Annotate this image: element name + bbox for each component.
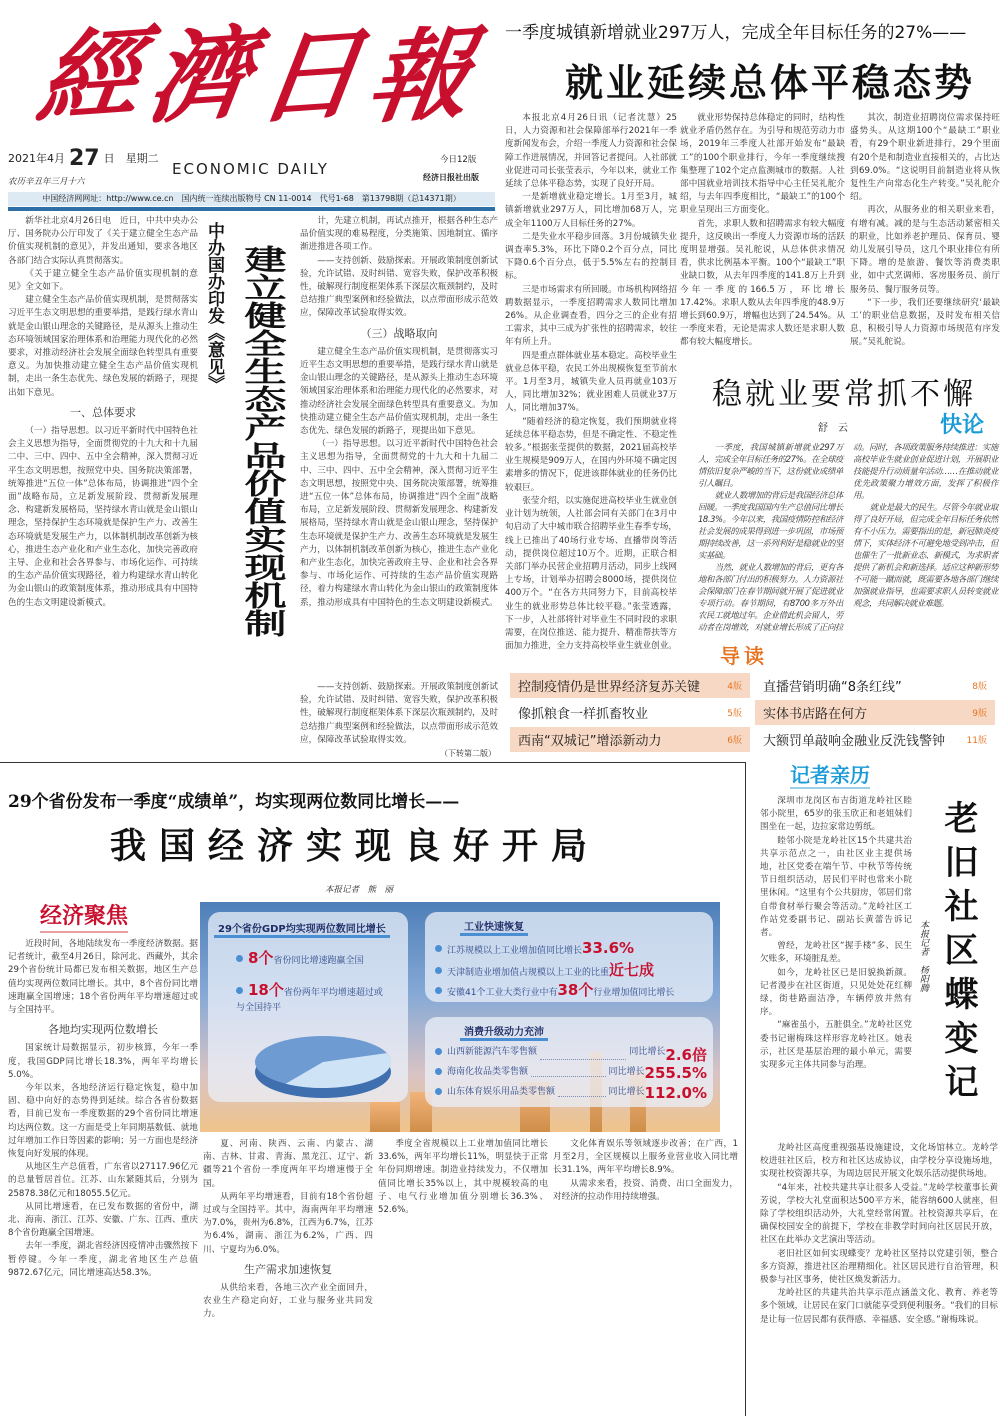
- logo-char: 報: [360, 13, 480, 138]
- date-prefix: 2021年4月: [8, 152, 65, 165]
- panel-title: 工业快速恢复: [460, 918, 528, 936]
- paragraph: 龙岭社区高度重视强基设施建设，文化场馆林立。龙岭学校进驻社区后，校方和社区达成协议，由学校分享设施场地，实现社校资源共享，为周边居民开展文化娱乐活动提供场地。: [760, 1143, 998, 1180]
- paragraph: “下一步，我们还要继续研究‘最缺工’的职业信息数据，及时发布相关信息，积极引导人力资源市场规范有序发展。”吴礼舵说。: [850, 297, 1000, 348]
- reporter-experience-tag: 记者亲历: [790, 763, 870, 787]
- paragraph: 张莹介绍，以实施促进高校毕业生就业创业计划为统领，人社部会同有关部门在3月中旬启动了大中城市联合招聘毕业生春季专场，线上已推出了40场行业专场、直播带岗等活动，提供岗位超过10万个。近期，正联合相关部门举办民营企业招聘月活动，同步上线网上专场，计划举办招聘会8000场，提供岗位400万个。“在各方共同努力下，目前高校毕业生的就业形势总体比较平稳。”张莹透露，下一步，人社部将针对毕业生不同时段的求职需要，在岗位推送、能力提升、精准帮扶等方面加力推进，全力支持高校毕业生就业创业。: [505, 495, 677, 652]
- info-value: 255.5%: [644, 1064, 707, 1082]
- paragraph: 睦邻小院是龙岭社区15个共建共治共享示范点之一，由社区业主提供场地，社区党委在端午节、中秋节等传统节日组织活动，居民们平时也常来小院里休闲。“这里有个公共厨房，邻居们常自带食材举行聚会等活动。”龙岭社区工作站党委副书记、副站长黄蕾告诉记者。: [760, 835, 912, 939]
- economy-focus-tag: 经济聚焦: [40, 903, 128, 933]
- ecology-col-1: [8, 215, 198, 756]
- paragraph: 当然，就业人数增加的背后，更有各地和各部门付出的积极努力。人力资源社会保障部门在春节期间就开展了促进就业专项行动。春节期间，有8700多万外出农民工就地过年。企业借此机会留人，劳动者在岗增效，对就业增长形成了正向拉动。同时，各项政策服务持续推进：实施高校毕业生就业创业促进计划，开展职业技能提升行动质量年活动……在推动就业优先政策聚力增效方面，发挥了积极作用。: [698, 442, 998, 632]
- quick-comment-tag: 快论: [940, 413, 985, 438]
- paragraph: 新华社北京4月26日电 近日，中共中央办公厅、国务院办公厅印发了《关于建立健全生态产品价值实现机制的意见》，并发出通知，要求各地区各部门结合实际认真贯彻落实。: [8, 216, 198, 266]
- paragraph: 夏、河南、陕西、云南、内蒙古、湖南、吉林、甘肃、青海、黑龙江、辽宁、新疆等21个省份一季度两年平均增速慢于全国。: [203, 1139, 373, 1189]
- section-divider: [0, 762, 745, 763]
- gdp-panel: [208, 912, 408, 1102]
- guide-title: 导读: [720, 644, 768, 668]
- panel-title: 29个省份GDP均实现两位数同比增长: [214, 920, 390, 938]
- logo-char: 日: [250, 13, 370, 138]
- community-body: [760, 795, 912, 1138]
- section-divider-vertical: [745, 762, 746, 1416]
- ecology-col-3: [300, 681, 498, 747]
- ecology-subhead: 中办国办印发《意见》: [204, 222, 224, 392]
- guide-item-page: 8版: [972, 682, 987, 692]
- info-value: 38个: [557, 981, 594, 999]
- info-text: 同比增长: [608, 1087, 645, 1097]
- paragraph: 再次，从服务业的相关职业来看，有增有减。减的是与生态活动紧密相关的职业，比如养老护理员、保育员、婴幼儿发展引导员，这几个职业排位有所下降。增的是旅游、餐饮等消费类职业，如中式烹调师、客房服务员、前厅服务员、餐厅服务员等。: [850, 205, 1000, 295]
- economy-col-1: [8, 938, 198, 1413]
- paragraph: 今年以来，各地经济运行稳定恢复，稳中加固、稳中向好的态势得到延续。综合各省份数据看，目前已发布一季度数据的29个省份同比增速均达两位数。这一方面是受上年同期基数低、就地过年增加工作日等因素的影响；另一方面也是经济恢复向好发展的体现。: [8, 1083, 198, 1160]
- info-item: [435, 979, 674, 1000]
- info-item: [236, 979, 386, 1013]
- info-value: 18个: [248, 981, 284, 999]
- paragraph: ——支持创新、鼓励探索。开展政策制度创新试验，允许试错、及时纠错、宽容失败，保护改革积极性，破解现行制度框架体系下深层次瓶颈制约，及时总结推广典型案例和经验做法，以点带面形成示范效应，保障改革试验取得实效。: [300, 255, 498, 319]
- info-value: 近七成: [609, 961, 655, 979]
- paragraph: 就业人数增加的背后是我国经济总体回暖。一季度我国国内生产总值同比增长18.3%。今年以来，我国疫情防控和经济社会发展的成果得到进一步巩固，市场预期持续改善，这一系列利好是稳就业的坚实基础。: [698, 490, 843, 560]
- paragraph: 《关于建立健全生态产品价值实现机制的意见》全文如下。: [8, 268, 198, 293]
- info-text: 同比增长: [629, 1047, 666, 1057]
- info-item: [435, 939, 634, 957]
- guide-box: [505, 640, 1000, 758]
- info-item: [435, 1064, 707, 1082]
- economy-col-4: [553, 1138, 738, 1415]
- paragraph: 文化体育娱乐等领域逐步改善；在广西，1月至2月，全区规模以上服务业营业收入同比增长31.1%，两年平均增长8.9%。: [553, 1139, 738, 1176]
- date-day: 27: [69, 146, 100, 171]
- paragraph: “麻雀虽小，五脏俱全。”龙岭社区党委书记谢梅珠这样形容龙岭社区。她表示，社区是基层治理的最小单元，需要实现多元主体共同参与治理。: [760, 1020, 912, 1071]
- paragraph: 计，先建立机制，再试点推开，根据各种生态产品价值实现的难易程度，分类施策、因地制宜、循序渐进推进各项工作。: [300, 216, 498, 253]
- paragraph: 国家统计局数据显示，初步核算，今年一季度，我国GDP同比增长18.3%，两年平均增长5.0%。: [8, 1043, 198, 1080]
- employment-col-1: [505, 112, 677, 653]
- consumption-panel: [425, 1017, 713, 1107]
- paragraph: （一）指导思想。以习近平新时代中国特色社会主义思想为指导，全面贯彻党的十九大和十九届二中、三中、四中、五中全会精神，深入贯彻习近平生态文明思想，按照党中央、国务院决策部署，统筹推进“五位一体”总体布局，协调推进“四个全面”战略布局，立足新发展阶段、贯彻新发展理念、构建新发展格局，坚持绿水青山就是金山银山理念，坚持保护生态环境就是保护生产力、改善生态环境就是发展生产力，以体制机制改革创新为核心，推进生态产业化和产业生态化，加快完善政府主导、企业和社会各界参与、市场化运作、可持续的生态产品价值实现路径，着力构建绿水青山转化为金山银山的政策制度体系，推动形成具有中国特色的生态文明建设新模式。: [300, 439, 498, 608]
- guide-item-label: 控制疫情仍是世界经济复苏关键: [518, 680, 701, 695]
- paragraph: 去年一季度，湖北省经济因疫情冲击骤然按下暂停键。今年一季度，湖北省地区生产总值9872.67亿元，同比增速高达58.3%。: [8, 1241, 198, 1278]
- info-text: 安徽41个工业大类行业中有: [447, 988, 558, 998]
- paragraph: 首先，求职人数和招聘需求有较大幅度提升，这反映出一季度人力资源市场的活跃度明显增强。吴礼舵说，从总体供求情况看，供求比例基本平衡。100个“最缺工”职业缺口数，从去年四季度的141.8万上升到今年一季度的166.5万，环比增长17.42%。求职人数从去年四季度的48.9万增长到60.9万，增幅也达到了24.54%。从一季度来看，无论是需求人数还是求职人数都有较大幅度增长。: [680, 218, 845, 348]
- paragraph: 就业形势保持总体稳定的同时，结构性就业矛盾仍然存在。为引导和规范劳动力市场，2019年三季度人社部开始发布“最缺工”的100个职业排行，今年一季度继续搜集整理了102个定点监测城市的数据。人社部中国就业培训技术指导中心主任吴礼舵介绍，与去年四季度相比，“最缺工”的100个职业呈现出三方面变化。: [680, 113, 845, 216]
- guide-item[interactable]: [755, 673, 995, 698]
- paragraph: 建立健全生态产品价值实现机制，是贯彻落实习近平生态文明思想的重要举措，是践行绿水青山就是金山银山理念的关键路径，是从源头上推动生态环境领域国家治理体系和治理能力现代化的必然要求，对推动经济社会发展全面绿色转型具有重要意义。为加快推动建立健全生态产品价值实现机制，走出一条生态优先、绿色发展的新路子，现提出如下意见。: [300, 346, 498, 437]
- info-text: 省份两年平均增速超过或与全国持平: [236, 988, 383, 1013]
- info-item: [435, 1084, 707, 1102]
- gdp-pie-chart: [248, 1027, 398, 1102]
- paragraph: 老旧社区如何实现蝶变？龙岭社区坚持以党建引领，整合多方资源，推进社区治理精细化。社区居民进行自治管理，积极参与社区事务，使社区焕发新活力。: [760, 1248, 998, 1286]
- community-body-lower: [760, 1142, 998, 1406]
- community-headline: 老旧社区蝶变记: [938, 800, 978, 1108]
- info-text: 山西新能源汽车零售额: [447, 1047, 538, 1057]
- guide-item[interactable]: [510, 673, 750, 698]
- paragraph: 其次，制造业招聘岗位需求保持旺盛势头。从这期100个“最缺工”职业看，有29个职业新进排行，29个里面有20个是和制造业直接相关的，占比达到69.0%。“这说明目前制造业将从恢复性生产向常态化生产转变。”吴礼舵介绍。: [850, 113, 1000, 203]
- masthead-divider: [8, 207, 495, 211]
- guide-item[interactable]: [510, 727, 750, 752]
- paragraph: 二是失业水平稳步回落。3月份城镇失业调查率5.3%，环比下降0.2个百分点，同比下降0.6个百分点，低于5.5%左右的控制目标。: [505, 231, 677, 282]
- paragraph: 三是市场需求有所回暖。市场机构网络招聘数据显示，一季度招聘需求人数同比增加26%。从企业调查看，四分之三的企业有招工需求，其中三成为扩张性的招聘需求，较往年有所上升。: [505, 284, 677, 348]
- paragraph: 一季度，我国城镇新增就业297万人，完成全年目标任务的27%。在全球疫情依旧复杂严峻的当下，这份就业成绩单引人瞩目。: [698, 442, 844, 488]
- guide-item-page: 9版: [972, 709, 987, 719]
- logo-char: 經: [30, 13, 150, 138]
- employment-kicker: 一季度城镇新增就业297万人，完成全年目标任务的27%——: [505, 23, 967, 43]
- economy-col-3: [378, 1138, 548, 1415]
- industry-panel: [425, 912, 713, 1002]
- guide-item-label: 大额罚单敲响金融业反洗钱警钟: [763, 734, 946, 749]
- info-value: 2.6倍: [665, 1046, 707, 1064]
- commentary-headline: 稳就业要常抓不懈: [712, 377, 976, 412]
- info-item: [236, 947, 363, 968]
- guide-item-label: 像抓粮食一样抓畜牧业: [518, 707, 649, 722]
- english-title: ECONOMIC DAILY: [172, 160, 329, 178]
- guide-item-page: 11版: [966, 736, 987, 746]
- panel-title: 消费升级动力充沛: [460, 1023, 548, 1041]
- commentary-body: [698, 441, 998, 635]
- paragraph: 建立健全生态产品价值实现机制，是贯彻落实习近平生态文明思想的重要举措，是践行绿水青山就是金山银山理念的关键路径，是从源头上推动生态环境领域国家治理体系和治理能力现代化的必然要求，对推动经济社会发展全面绿色转型具有重要意义。为加快推动建立健全生态产品价值实现机制，走出一条生态优先、绿色发展的新路子，现提出如下意见。: [8, 295, 198, 398]
- economy-col-2: [203, 1138, 373, 1415]
- guide-item-page: 6版: [727, 736, 742, 746]
- guide-item-label: 西南“双城记”增添新动力: [518, 734, 662, 749]
- employment-headline: 就业延续总体平稳态势: [565, 60, 976, 105]
- employment-col-2: [680, 112, 845, 363]
- gdp-infographic: [200, 902, 720, 1132]
- info-text: 山东体育娱乐用品类零售额: [447, 1087, 556, 1097]
- paragraph: 本报北京4月26日讯（记者沈慧）25日，人力资源和社会保障部举行2021年一季度新闻发布会，介绍一季度人力资源和社会保障工作进展情况，并回答记者提问。人社部就业促进司司长张莹表示，今年以来，就业工作延续了总体平稳态势，实现了良好开局。: [505, 113, 677, 190]
- guide-item[interactable]: [510, 700, 750, 725]
- guide-item-label: 实体书店路在何方: [763, 707, 868, 722]
- logo-char: 濟: [140, 13, 260, 138]
- ecology-col-2: [300, 215, 498, 677]
- info-value: 8个: [248, 949, 274, 967]
- info-item: [435, 959, 654, 980]
- employment-col-3: [850, 112, 1000, 363]
- paragraph: （一）指导思想。以习近平新时代中国特色社会主义思想为指导，全面贯彻党的十九大和十九届二中、三中、四中、五中全会精神，深入贯彻习近平生态文明思想，按照党中央、国务院决策部署，统筹推进“五位一体”总体布局，协调推进“四个全面”战略布局，立足新发展阶段、贯彻新发展理念、构建新发展格局，坚持绿水青山就是金山银山理念，坚持保护生态环境就是保护生产力、改善生态环境就是发展生产力，以体制机制改革创新为核心，推进生态产业化和产业生态化，加快完善政府主导、企业和社会各界参与、市场化运作、可持续的生态产品价值实现路径，着力构建绿水青山转化为金山银山的政策制度体系，推动形成具有中国特色的生态文明建设新模式。: [8, 426, 198, 608]
- info-text: 行业增加值同比增长: [593, 988, 675, 998]
- paragraph: 季度全省规模以上工业增加值同比增长33.6%，两年平均增长11%，明显快于正常年份同期增速。制造业持续发力，不仅增加值同比增长35%以上，其中规模较高的电子、电气行业增加值分别增长36.3%、52.6%。: [378, 1139, 548, 1216]
- paragraph: ——支持创新、鼓励探索。开展政策制度创新试验，允许试错、及时纠错、宽容失败，保护改革积极性，破解现行制度框架体系下深层次瓶颈制约，及时总结推广典型案例和经验做法，以点带面形成示范效应，保障改革试验取得实效。: [300, 682, 498, 745]
- ecology-headline: 建立健全生态产品价值实现机制: [238, 245, 288, 637]
- paragraph: “随着经济的稳定恢复，我们预期就业将延续总体平稳态势，但是不确定性、不稳定性较多。”根据张莹提供的数据，2021届高校毕业生规模是909万人，在国内外环境不确定因素增多的情况下，促进该群体就业的任务仍比较艰巨。: [505, 416, 677, 493]
- guide-item-page: 4版: [727, 682, 742, 692]
- guide-item-page: 5版: [727, 709, 742, 719]
- community-byline: 本报记者 杨阳腾: [918, 920, 928, 992]
- publication-info-bar: 中国经济网网址：http://www.ce.cn 国内统一连续出版物号 CN 11-0014 代号1-68 第13798期（总14371期）: [8, 192, 495, 206]
- info-value: 33.6%: [582, 939, 635, 957]
- paragraph: 就业是最大的民生。尽管今年就业取得了良好开局，但完成全年目标任务依然有不小压力。需要指出的是，新冠肺炎疫情下，实体经济不可避免地受到冲击，但也催生了一批新业态、新模式，为求职者提供了新机会和新选择。适应这种新形势不可能一蹴而就，既需要各地各部门继续加强就业指导，也需要求职人员转变就业观念，共同解决就业难题。: [853, 502, 998, 608]
- paragraph: 如今，龙岭社区已是旧貌换新颜。记者漫步在社区街道，只见处处花红柳绿，街巷路面洁净，车辆停放井然有序。: [760, 967, 912, 1018]
- economy-byline: 本报记者 熊 丽: [325, 885, 394, 895]
- section-heading: 一、总体要求: [70, 405, 136, 419]
- info-item: [435, 1044, 707, 1065]
- paragraph: 从两年平均增速看，目前有18个省份超过或与全国持平。其中，海南两年平均增速为7.0%，贵州为6.8%，江西为6.7%，江苏为6.4%，湖南、浙江为6.2%，广西、四川、宁夏均为6.0%。: [203, 1191, 373, 1255]
- building-graphic: [370, 1102, 400, 1132]
- guide-item[interactable]: [755, 700, 995, 725]
- info-text: 同比增长: [608, 1067, 645, 1077]
- paragraph: 从供给来看，各地三次产业全面回升，农业生产稳定向好，工业与服务业共同发力。: [203, 1283, 373, 1320]
- guide-item-label: 直播营销明确“8条红线”: [763, 680, 902, 695]
- continued-note: （下转第二版）: [440, 749, 496, 758]
- info-value: 112.0%: [644, 1084, 707, 1102]
- paragraph: 从需求来看，投资、消费、出口全面发力，对经济的拉动作用持续增强。: [553, 1178, 738, 1202]
- paragraph: 深圳市龙岗区布吉街道龙岭社区睦邻小院里，65岁的张玉欣正和老姐妹们围坐在一起，边拉家常边剪纸。: [760, 796, 912, 833]
- info-text: 江苏规模以上工业增加值同比增长: [447, 946, 583, 956]
- paragraph: 一是新增就业稳定增长。1月至3月，城镇新增就业297万人，同比增加68万人，完成全年1100万人目标任务的27%。: [505, 192, 677, 229]
- guide-item[interactable]: [755, 727, 995, 752]
- economy-kicker: 29个省份发布一季度“成绩单”，均实现两位数同比增长——: [8, 792, 460, 812]
- section-heading: 生产需求加速恢复: [244, 1262, 332, 1276]
- paragraph: 从同比增速看，在已发布数据的省份中，湖北、海南、浙江、江苏、安徽、广东、江西、重庆8个省份跑赢全国增速。: [8, 1201, 198, 1239]
- paragraph: 四是重点群体就业基本稳定。高校毕业生就业总体平稳，农民工外出规模恢复至节前水平。1月至3月，城镇失业人员再就业103万人，同比增加32%；就业困难人员就业37万人，同比增加37%。: [505, 350, 677, 414]
- economy-headline: 我国经济实现良好开局: [110, 826, 601, 867]
- date-weekday: 日 星期二: [103, 152, 159, 165]
- paragraph: 曾经，龙岭社区“握手楼”多、民生欠账多，环境脏乱差。: [760, 941, 912, 965]
- issue-date: [8, 146, 159, 172]
- section-heading: （三）战略取向: [360, 326, 438, 340]
- info-text: 天津制造业增加值占规模以上工业的比重: [447, 968, 610, 978]
- info-text: 海南化妆品类零售额: [447, 1067, 529, 1077]
- paragraph: “4年来，社校共建共享让很多人受益。”龙岭学校董事长黄芳说，学校大礼堂面积达500平方米，能容纳600人就座，但除了学校组织活动外，大礼堂经常闲置。社校资源共享后，在确保校园安全的前提下，学校在非教学时间向社区居民开放，社区在此举办文艺演出等活动。: [760, 1182, 998, 1246]
- paragraph: 从地区生产总值看，广东省以27117.96亿元的总量暂居首位。江苏、山东紧随其后，分别为25878.38亿元和18055.5亿元。: [8, 1162, 198, 1199]
- page-count: 今日12版: [440, 155, 477, 165]
- section-heading: 各地均实现两位数增长: [48, 1023, 158, 1037]
- publisher: 经济日报社出版: [423, 173, 479, 182]
- paragraph: 近段时间，各地陆续发布一季度经济数据。据记者统计，截至4月26日，除河北、西藏外，其余29个省份统计局都已发布相关数据，地区生产总值均实现两位数同比增长。其中，8个省份同比增速跑赢全国增速；18个省份两年平均增速超过或与全国持平。: [8, 939, 198, 1016]
- commentary-author: 舒 云: [818, 423, 848, 434]
- info-text: 省份同比增速跑赢全国: [273, 956, 364, 966]
- newspaper-logo: [30, 8, 480, 143]
- lunar-date: 农历辛丑年三月十六: [8, 177, 85, 187]
- paragraph: 龙岭社区的共建共治共享示范点涵盖文化、教育、养老等多个领域，让居民在家门口就能享受到便利服务。“我们的目标是让每一位居民都有获得感、幸福感、安全感。”谢梅珠说。: [760, 1288, 998, 1325]
